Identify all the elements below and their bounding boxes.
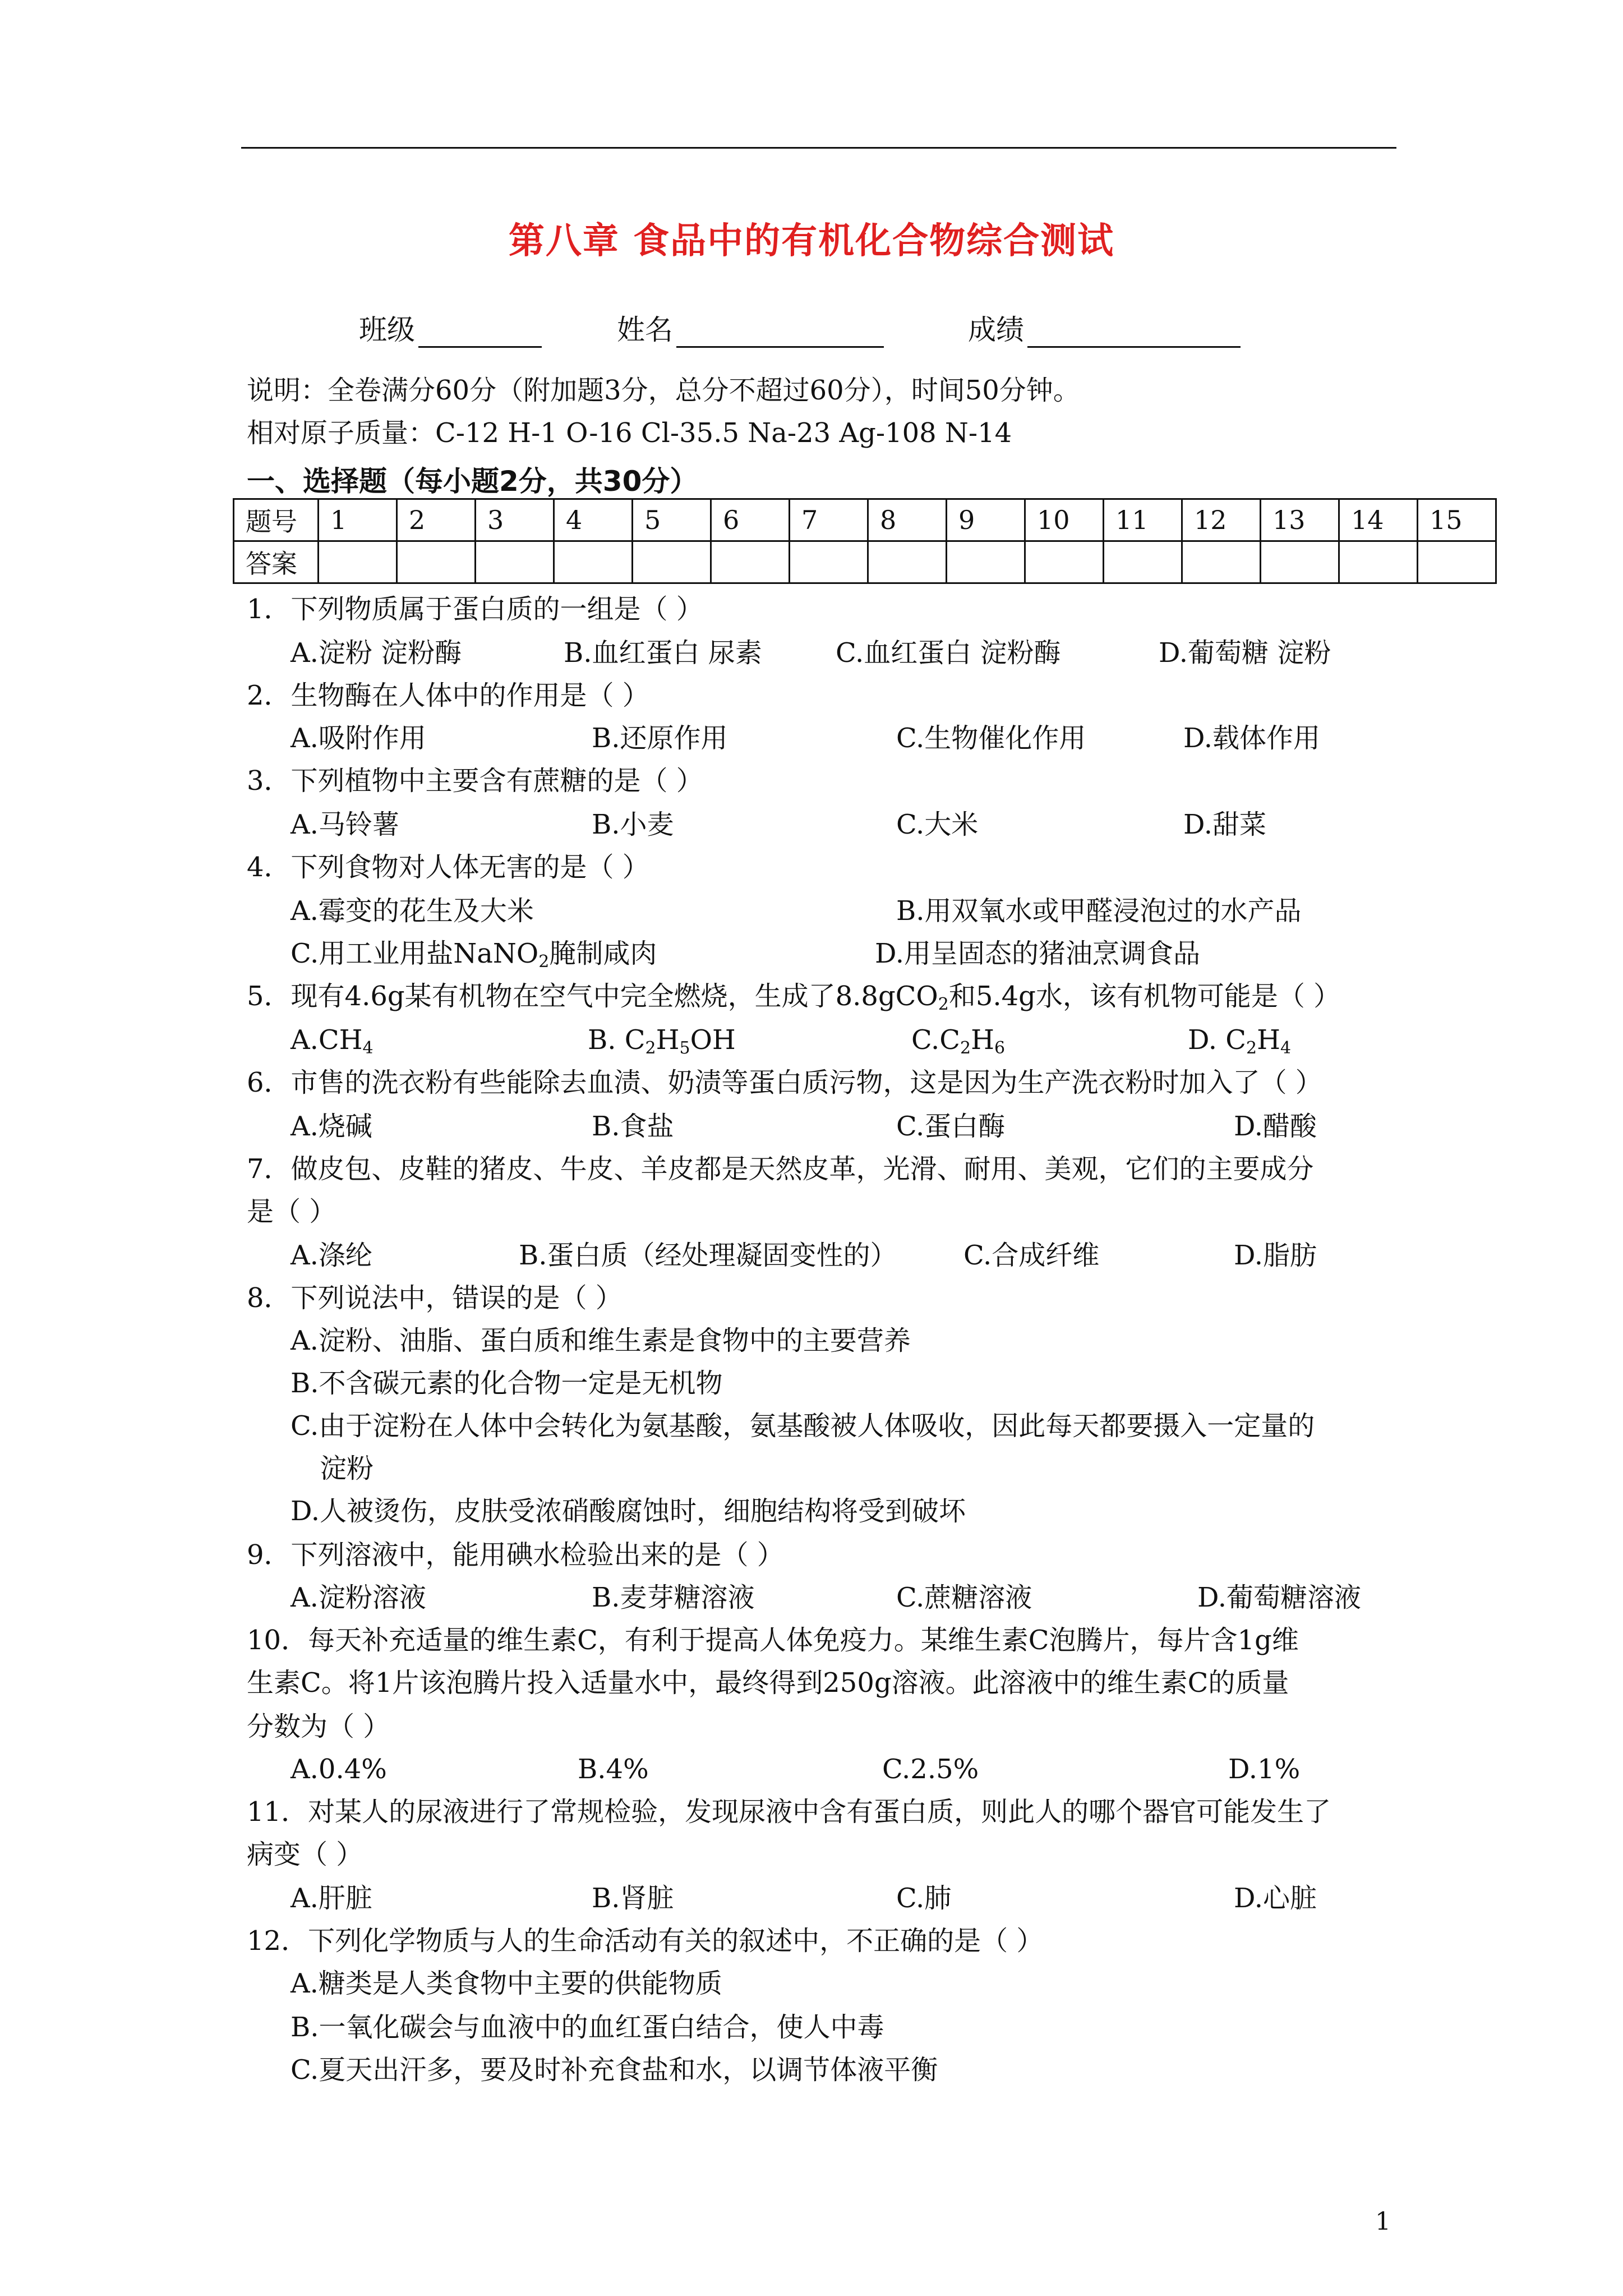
class-field[interactable] xyxy=(359,307,542,348)
question-number: 15 xyxy=(1418,499,1496,541)
question-1-stem: 1．下列物质属于蛋白质的一组是（ ） xyxy=(247,593,703,625)
answer-cell[interactable] xyxy=(868,541,947,583)
atomic-masses: 相对原子质量：C-12 H-1 O-16 Cl-35.5 Na-23 Ag-108 N-14 xyxy=(247,417,1012,449)
question-12-option-c: C.夏天出汗多，要及时补充食盐和水，以调节体液平衡 xyxy=(291,2054,938,2086)
answer-cell[interactable] xyxy=(476,541,554,583)
answer-cell[interactable] xyxy=(1339,541,1418,583)
score-blank[interactable] xyxy=(1027,315,1241,348)
question-3-option-c: C.大米 xyxy=(896,809,979,840)
question-10-option-b: B.4% xyxy=(578,1754,649,1785)
question-number: 10 xyxy=(1025,499,1104,541)
question-5-option-b: B. $C_2H_5OH$ xyxy=(588,1024,736,1058)
question-8-option-b: B.不含碳元素的化合物一定是无机物 xyxy=(291,1368,723,1399)
answer-cell[interactable] xyxy=(1261,541,1339,583)
question-9-option-d: D.葡萄糖溶液 xyxy=(1197,1582,1362,1613)
question-10-stem-line-2: 生素C。将1片该泡腾片投入适量水中，最终得到250g溶液。此溶液中的维生素C的质量 xyxy=(247,1667,1289,1699)
question-3-option-b: B.小麦 xyxy=(592,809,674,840)
question-11-option-a: A.肝脏 xyxy=(291,1883,372,1914)
question-3-stem: 3．下列植物中主要含有蔗糖的是（ ） xyxy=(247,765,703,797)
question-2-option-b: B.还原作用 xyxy=(592,723,728,754)
answer-cell[interactable] xyxy=(633,541,711,583)
question-7-stem-line-1: 7．做皮包、皮鞋的猪皮、牛皮、羊皮都是天然皮革，光滑、耐用、美观，它们的主要成分 xyxy=(247,1153,1314,1185)
question-5-option-a: $A.CH_4$ xyxy=(291,1024,374,1058)
question-4-stem: 4．下列食物对人体无害的是（ ） xyxy=(247,852,649,883)
question-11-option-c: C.肺 xyxy=(896,1883,952,1914)
question-number: 14 xyxy=(1339,499,1418,541)
question-4-option-c: C.用工业用盐NaNO$_2$腌制咸肉 xyxy=(291,938,657,972)
section-1-title: 一、选择题（每小题2分，共30分） xyxy=(247,465,698,498)
answer-cell[interactable] xyxy=(790,541,868,583)
question-12-option-a: A.糖类是人类食物中主要的供能物质 xyxy=(291,1968,722,1999)
question-number: 9 xyxy=(947,499,1025,541)
answer-row xyxy=(234,541,1496,583)
class-blank[interactable] xyxy=(418,315,542,348)
question-7-option-b: B.蛋白质（经处理凝固变性的） xyxy=(519,1240,897,1271)
answer-cell[interactable] xyxy=(319,541,397,583)
question-number: 11 xyxy=(1104,499,1182,541)
answer-cell[interactable] xyxy=(1104,541,1182,583)
question-10-option-d: D.1% xyxy=(1228,1754,1301,1785)
name-label: 姓名 xyxy=(617,314,673,346)
question-6-stem: 6．市售的洗衣粉有些能除去血渍、奶渍等蛋白质污物，这是因为生产洗衣粉时加入了（ ） xyxy=(247,1067,1322,1098)
question-number: 1 xyxy=(319,499,397,541)
question-number: 2 xyxy=(397,499,476,541)
question-10-stem-line-3: 分数为（ ） xyxy=(247,1711,390,1742)
answer-cell[interactable] xyxy=(1182,541,1261,583)
question-5-option-c: $C.C_2H_6$ xyxy=(911,1024,1006,1058)
question-4-option-a: A.霉变的花生及大米 xyxy=(291,895,534,927)
question-7-option-c: C.合成纤维 xyxy=(963,1240,1100,1271)
page-number: 1 xyxy=(1375,2207,1391,2236)
question-6-option-c: C.蛋白酶 xyxy=(896,1111,1006,1142)
answer-cell[interactable] xyxy=(711,541,790,583)
answer-cell[interactable] xyxy=(1025,541,1104,583)
question-11-stem-line-2: 病变（ ） xyxy=(247,1839,363,1870)
question-number: 8 xyxy=(868,499,947,541)
question-7-stem-line-2: 是（ ） xyxy=(247,1196,336,1227)
question-10-stem-line-1: 10．每天补充适量的维生素C，有利于提高人体免疫力。某维生素C泡腾片，每片含1g维 xyxy=(247,1625,1299,1656)
name-blank[interactable] xyxy=(676,315,884,348)
exam-instructions: 说明：全卷满分60分（附加题3分，总分不超过60分），时间50分钟。 xyxy=(247,375,1080,406)
question-number: 13 xyxy=(1261,499,1339,541)
question-number: 6 xyxy=(711,499,790,541)
question-1-option-c: C.血红蛋白 淀粉酶 xyxy=(836,637,1061,669)
question-4-option-b: B.用双氧水或甲醛浸泡过的水产品 xyxy=(896,895,1302,927)
answer-cell[interactable] xyxy=(554,541,633,583)
question-1-option-a: A.淀粉 淀粉酶 xyxy=(291,637,462,669)
answer-cell[interactable] xyxy=(397,541,476,583)
question-2-stem: 2．生物酶在人体中的作用是（ ） xyxy=(247,680,649,711)
question-9-option-b: B.麦芽糖溶液 xyxy=(592,1582,755,1613)
question-number: 3 xyxy=(476,499,554,541)
question-number: 5 xyxy=(633,499,711,541)
question-2-option-a: A.吸附作用 xyxy=(291,723,426,754)
question-8-option-a: A.淀粉、油脂、蛋白质和维生素是食物中的主要营养 xyxy=(291,1325,911,1356)
question-11-option-b: B.肾脏 xyxy=(592,1883,674,1914)
question-5-option-d: D. $C_2H_4$ xyxy=(1188,1024,1292,1058)
question-12-stem: 12．下列化学物质与人的生命活动有关的叙述中，不正确的是（ ） xyxy=(247,1925,1044,1957)
question-8-option-c-line-2: 淀粉 xyxy=(320,1453,374,1484)
question-8-option-d: D.人被烫伤，皮肤受浓硝酸腐蚀时，细胞结构将受到破坏 xyxy=(291,1496,966,1527)
question-3-option-a: A.马铃薯 xyxy=(291,809,399,840)
question-number: 4 xyxy=(554,499,633,541)
question-1-option-d: D.葡萄糖 淀粉 xyxy=(1159,637,1331,669)
question-4-option-d: D.用呈固态的猪油烹调食品 xyxy=(875,938,1201,969)
question-8-option-c-line-1: C.由于淀粉在人体中会转化为氨基酸，氨基酸被人体吸收，因此每天都要摄入一定量的 xyxy=(291,1410,1315,1442)
question-number-row xyxy=(234,499,1496,541)
question-6-option-b: B.食盐 xyxy=(592,1111,674,1142)
question-2-option-d: D.载体作用 xyxy=(1183,723,1321,754)
row-head-answer: 答案 xyxy=(234,541,319,583)
student-info-fields xyxy=(359,307,1312,347)
class-label: 班级 xyxy=(359,314,415,346)
score-field[interactable] xyxy=(968,307,1241,348)
row-head-number: 题号 xyxy=(234,499,319,541)
question-6-option-a: A.烧碱 xyxy=(291,1111,372,1142)
question-6-option-d: D.醋酸 xyxy=(1234,1111,1317,1142)
question-7-option-d: D.脂肪 xyxy=(1234,1240,1317,1271)
answer-table xyxy=(233,498,1497,584)
question-11-option-d: D.心脏 xyxy=(1234,1883,1317,1914)
question-3-option-d: D.甜菜 xyxy=(1183,809,1267,840)
score-label: 成绩 xyxy=(968,314,1024,346)
question-10-option-a: A.0.4% xyxy=(291,1754,387,1785)
question-12-option-b: B.一氧化碳会与血液中的血红蛋白结合，使人中毒 xyxy=(291,2012,884,2043)
question-11-stem-line-1: 11．对某人的尿液进行了常规检验，发现尿液中含有蛋白质，则此人的哪个器官可能发生了 xyxy=(247,1796,1331,1828)
header-rule xyxy=(241,147,1396,149)
question-number: 12 xyxy=(1182,499,1261,541)
name-field[interactable] xyxy=(617,307,884,348)
page-title: 第八章 食品中的有机化合物综合测试 xyxy=(508,220,1115,262)
question-number: 7 xyxy=(790,499,868,541)
question-8-stem: 8．下列说法中，错误的是（ ） xyxy=(247,1282,623,1314)
answer-cell[interactable] xyxy=(1418,541,1496,583)
question-9-stem: 9．下列溶液中，能用碘水检验出来的是（ ） xyxy=(247,1539,784,1571)
question-1-option-b: B.血红蛋白 尿素 xyxy=(564,637,762,669)
question-9-option-c: C.蔗糖溶液 xyxy=(896,1582,1032,1613)
question-7-option-a: A.涤纶 xyxy=(291,1240,372,1271)
question-10-option-c: C.2.5% xyxy=(882,1754,979,1785)
question-2-option-c: C.生物催化作用 xyxy=(896,723,1086,754)
question-9-option-a: A.淀粉溶液 xyxy=(291,1582,426,1613)
question-5-stem: 5．现有4.6g某有机物在空气中完全燃烧，生成了8.8gCO$_2$和5.4g水，该有机物可能是（ ） xyxy=(247,981,1341,1014)
answer-cell[interactable] xyxy=(947,541,1025,583)
